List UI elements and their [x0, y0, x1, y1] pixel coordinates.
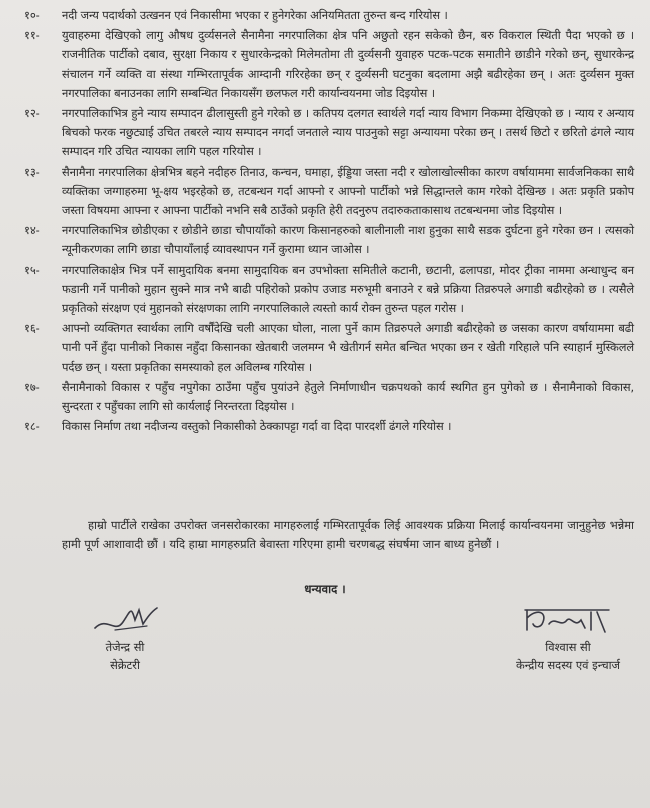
handwritten-signature-left — [85, 598, 165, 638]
signatory-name: तेजेन्द्र सी — [105, 640, 145, 654]
item-number: १०- — [24, 8, 40, 22]
item-number: १४- — [24, 223, 40, 238]
signatory-role: सेक्रेटरी — [110, 658, 140, 672]
item-number: १७- — [24, 379, 40, 394]
signature-block-left — [70, 598, 180, 674]
thanks-line: धन्यवाद । — [304, 582, 346, 596]
list-item — [24, 163, 634, 221]
item-text: युवाहरुमा देखिएको लागु औषध दुर्व्यसनले सैनामैना नगरपालिका क्षेत्र पनि अछुतो रहन सकेको छैन, बरु विकराल स्थिती पैदा भएको छ । राजनीतिक पार्टीको दबाव, सुरक्षा निकाय र सुधारकेन्द्रको मिलेमतोमा ती दुर्व्यसनी युवाहरु पटक-पटक समातीने छाडीने गरेको छन्, सुधारकेन्द्र संचालन गर्ने व्यक्ति वा संस्था गम्भिरतापूर्वक आम्दानी गरिरहेका छन् र दुर्व्यसनी घटनुका बदलामा अझै बढीरहेका छन् । अतः दुर्व्यसन मुक्त नगरपालिका बनाउनका लागि सम्बन्धित निकायसँग छलफल गरी कार्यान्वयनमा जोड दिइयोस । — [62, 28, 634, 100]
signatory-name: विश्वास सी — [545, 640, 591, 654]
item-text: सैनामैना नगरपालिका क्षेत्रभित्र बहने नदीहरु तिनाउ, कन्चन, घमाहा, ईड्डिया जस्ता नदी र खोलाखोल्सीका कारण वर्षायाममा सार्वजनिकका साथै व्यक्तिका जग्गाहरुमा भू-क्षय भइरहेको छ, तटबन्धन गर्दा आफ्नो र आफ्नो पार्टीको भन्ने सिद्धान्तले काम गरेको देखिन्छ । अतः प्रकृति प्रकोप जस्ता विषयमा आफ्ना र आफ्ना पार्टीको नभनि सबै ठाउँको प्रकृति हेरी तदनुरुप तदारुकताकासाथ तटबन्धनमा जोड दिइयोस । — [62, 164, 634, 218]
item-number: १२- — [24, 106, 40, 121]
list-item — [24, 26, 634, 103]
item-number: १८- — [24, 419, 40, 434]
item-text: नगरपालिकाक्षेत्र भित्र पर्ने सामुदायिक बनमा सामुदायिक बन उपभोक्ता समितीले कटानी, छटानी, ढलापडा, मोदर ट्रीका नाममा अन्धाधुन्द बन फडानी गर्ने पानीको मुहान सुक्ने मात्र नभै बाढी पहिरोको प्रकोप उजाड मरुभूमी बनाउने र बन्ने प्रक्रिया तिव्ररुपले अगाडी बढीरहेको छ । त्यसैले प्रकृतिको संरक्षण एवं मुहानको संरक्षणका लागि नगरपालिकाले त्यस्तो कार्य रोक्न तुरुन्त पहल गरोस । — [62, 262, 634, 316]
list-item — [24, 104, 634, 162]
item-number: ११- — [24, 28, 40, 43]
item-text: विकास निर्माण तथा नदीजन्य वस्तुको निकासीको ठेक्कापट्टा गर्दा वा दिदा पारदर्शी ढंगले गरियोस । — [62, 419, 452, 434]
list-item — [24, 319, 634, 377]
signature-block-right — [488, 598, 648, 674]
item-text: नदी जन्य पदार्थको उत्खनन एवं निकासीमा भएका र हुनेगरेका अनियमितता तुरुन्त बन्द गरियोस । — [62, 8, 448, 22]
item-text: आफ्नो व्यक्तिगत स्वार्थका लागि वर्षौंदेखि चली आएका घोला, नाला पुर्ने काम तिव्ररुपले अगाडी बढीरहेको छ जसका कारण वर्षायाममा बढी पानी पर्ने हुँदा पानीको निकास नहुँदा किसानका खेतबारी जलमग्न भै खेतीगर्न समेत बन्चित भएका छन र खेती गरिहाले पनि स्याहार्न मुस्किलले पर्दछ छन् । यस्ता प्रकृतिका समस्याको हल अविलम्ब गरियोस । — [62, 321, 634, 374]
item-text: नगरपालिकाभित्र हुने न्याय सम्पादन ढीलासुस्ती हुने गरेको छ । कतिपय दलगत स्वार्थले गर्दा न्याय विभाग निकम्मा देखिएको छ । न्याय र अन्याय बिचको फरक नछुट्याई उचित तबरले न्याय सम्पादन नगर्दा जनताले न्याय पाउनुको सट्टा अन्यायमा परेका छन् । तसर्थ छिटो र छरितो ढंगले न्याय सम्पादन गरि उचित न्यायका लागि पहल गरियोस । — [62, 106, 634, 159]
item-number: १६- — [24, 321, 40, 336]
demands-list — [24, 6, 634, 437]
closing-paragraph: हाम्रो पार्टीले राखेका उपरोक्त जनसरोकारका मागहरुलाई गम्भिरतापूर्वक लिई आवश्यक प्रक्रिया मिलाई कार्यान्वयनमा जानुहुनेछ भन्नेमा हामी पूर्ण आशावादी छौं । यदि हाम्रा मागहरुप्रति बेवास्ता गरिएमा हामी चरणबद्ध संघर्षमा जान बाध्य हुनेछौं । — [62, 518, 634, 552]
item-number: १५- — [24, 262, 40, 277]
list-item — [24, 417, 634, 436]
list-item — [24, 261, 634, 319]
item-number: १३- — [24, 164, 40, 179]
signatory-role: केन्द्रीय सदस्य एवं इन्चार्ज — [515, 658, 620, 672]
item-text: सैनामैनाको विकास र पहुँच नपुगेका ठाउँमा पहुँच पुयांउने हेतुले निर्माणाधीन चक्रपथको कार्य स्थगित हुन पुगेको छ । सैनामैनाको विकास, सुन्दरता र पहुँचका लागि सो कार्यलाई निरन्तरता दिइयोस । — [62, 379, 634, 414]
list-item — [24, 6, 634, 25]
handwritten-signature-right — [513, 598, 623, 638]
item-text: नगरपालिकाभित्र छोडीएका र छोडीने छाडा चौपायाँको कारण किसानहरुको बालीनाली नाश हुनुका साथै सडक दुर्घटना हुने गरेका छन । त्यसको न्यूनीकरणका लागि छाडा चौपायाँलाई व्यावस्थापन गर्ने कुरामा ध्यान जाओस । — [62, 223, 634, 257]
list-item — [24, 221, 634, 259]
list-item — [24, 378, 634, 416]
